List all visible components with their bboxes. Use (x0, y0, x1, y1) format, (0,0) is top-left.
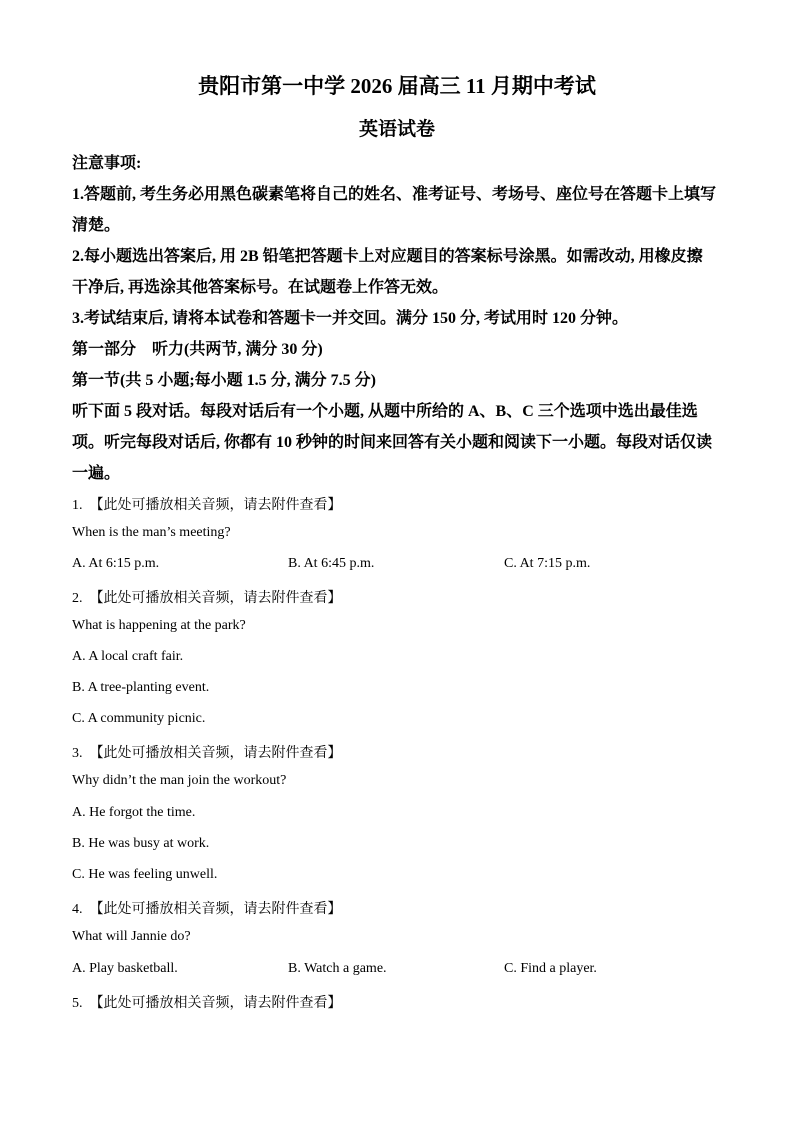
question-4-audio-link[interactable]: 4. 【此处可播放相关音频，请去附件查看】 (72, 902, 342, 917)
part-one-heading: 第一部分 听力(共两节, 满分 30 分) (72, 341, 323, 358)
question-5-audio-link[interactable]: 5. 【此处可播放相关音频，请去附件查看】 (72, 996, 342, 1011)
question-4-option-b: B. Watch a game. (288, 961, 387, 976)
notice-item-1-line-1: 1.答题前, 考生务必用黑色碳素笔将自己的姓名、准考证号、考场号、座位号在答题卡上填写 (72, 186, 717, 203)
question-1-option-a: A. At 6:15 p.m. (72, 556, 160, 571)
question-3-option-c: C. He was feeling unwell. (72, 867, 218, 882)
notice-item-2-line-1: 2.每小题选出答案后, 用 2B 铅笔把答题卡上对应题目的答案标号涂黑。如需改动, 用橡皮擦 (72, 248, 703, 265)
question-3-text: Why didn’t the man join the workout? (72, 773, 287, 788)
question-4-text: What will Jannie do? (72, 929, 191, 944)
notice-item-3: 3.考试结束后, 请将本试卷和答题卡一并交回。满分 150 分, 考试用时 120 分钟。 (72, 310, 629, 327)
instructions-line-2: 项。听完每段对话后, 你都有 10 秒钟的时间来回答有关小题和阅读下一小题。每段对话仅读 (72, 434, 713, 451)
question-3-audio-link[interactable]: 3. 【此处可播放相关音频，请去附件查看】 (72, 746, 342, 761)
question-1-option-c: C. At 7:15 p.m. (504, 556, 591, 571)
question-1-audio-link[interactable]: 1. 【此处可播放相关音频，请去附件查看】 (72, 498, 342, 513)
question-4-option-a: A. Play basketball. (72, 961, 178, 976)
notice-heading: 注意事项: (72, 155, 142, 172)
question-2-text: What is happening at the park? (72, 618, 246, 633)
notice-item-1-line-2: 清楚。 (72, 217, 121, 234)
section-one-heading: 第一节(共 5 小题;每小题 1.5 分, 满分 7.5 分) (72, 372, 376, 389)
question-4-option-c: C. Find a player. (504, 961, 597, 976)
instructions-line-3: 一遍。 (72, 465, 121, 482)
question-1-option-b: B. At 6:45 p.m. (288, 556, 375, 571)
question-3-option-a: A. He forgot the time. (72, 805, 196, 820)
question-2-option-c: C. A community picnic. (72, 711, 206, 726)
exam-title: 贵阳市第一中学 2026 届高三 11 月期中考试 (198, 74, 596, 98)
question-2-option-b: B. A tree-planting event. (72, 680, 210, 695)
instructions-line-1: 听下面 5 段对话。每段对话后有一个小题, 从题中所给的 A、B、C 三个选项中选出最佳选 (72, 403, 698, 420)
question-2-option-a: A. A local craft fair. (72, 649, 184, 664)
question-2-audio-link[interactable]: 2. 【此处可播放相关音频，请去附件查看】 (72, 591, 342, 606)
question-3-option-b: B. He was busy at work. (72, 836, 210, 851)
question-1-text: When is the man’s meeting? (72, 525, 231, 540)
exam-subtitle: 英语试卷 (358, 119, 435, 140)
notice-item-2-line-2: 干净后, 再选涂其他答案标号。在试题卷上作答无效。 (72, 279, 449, 296)
